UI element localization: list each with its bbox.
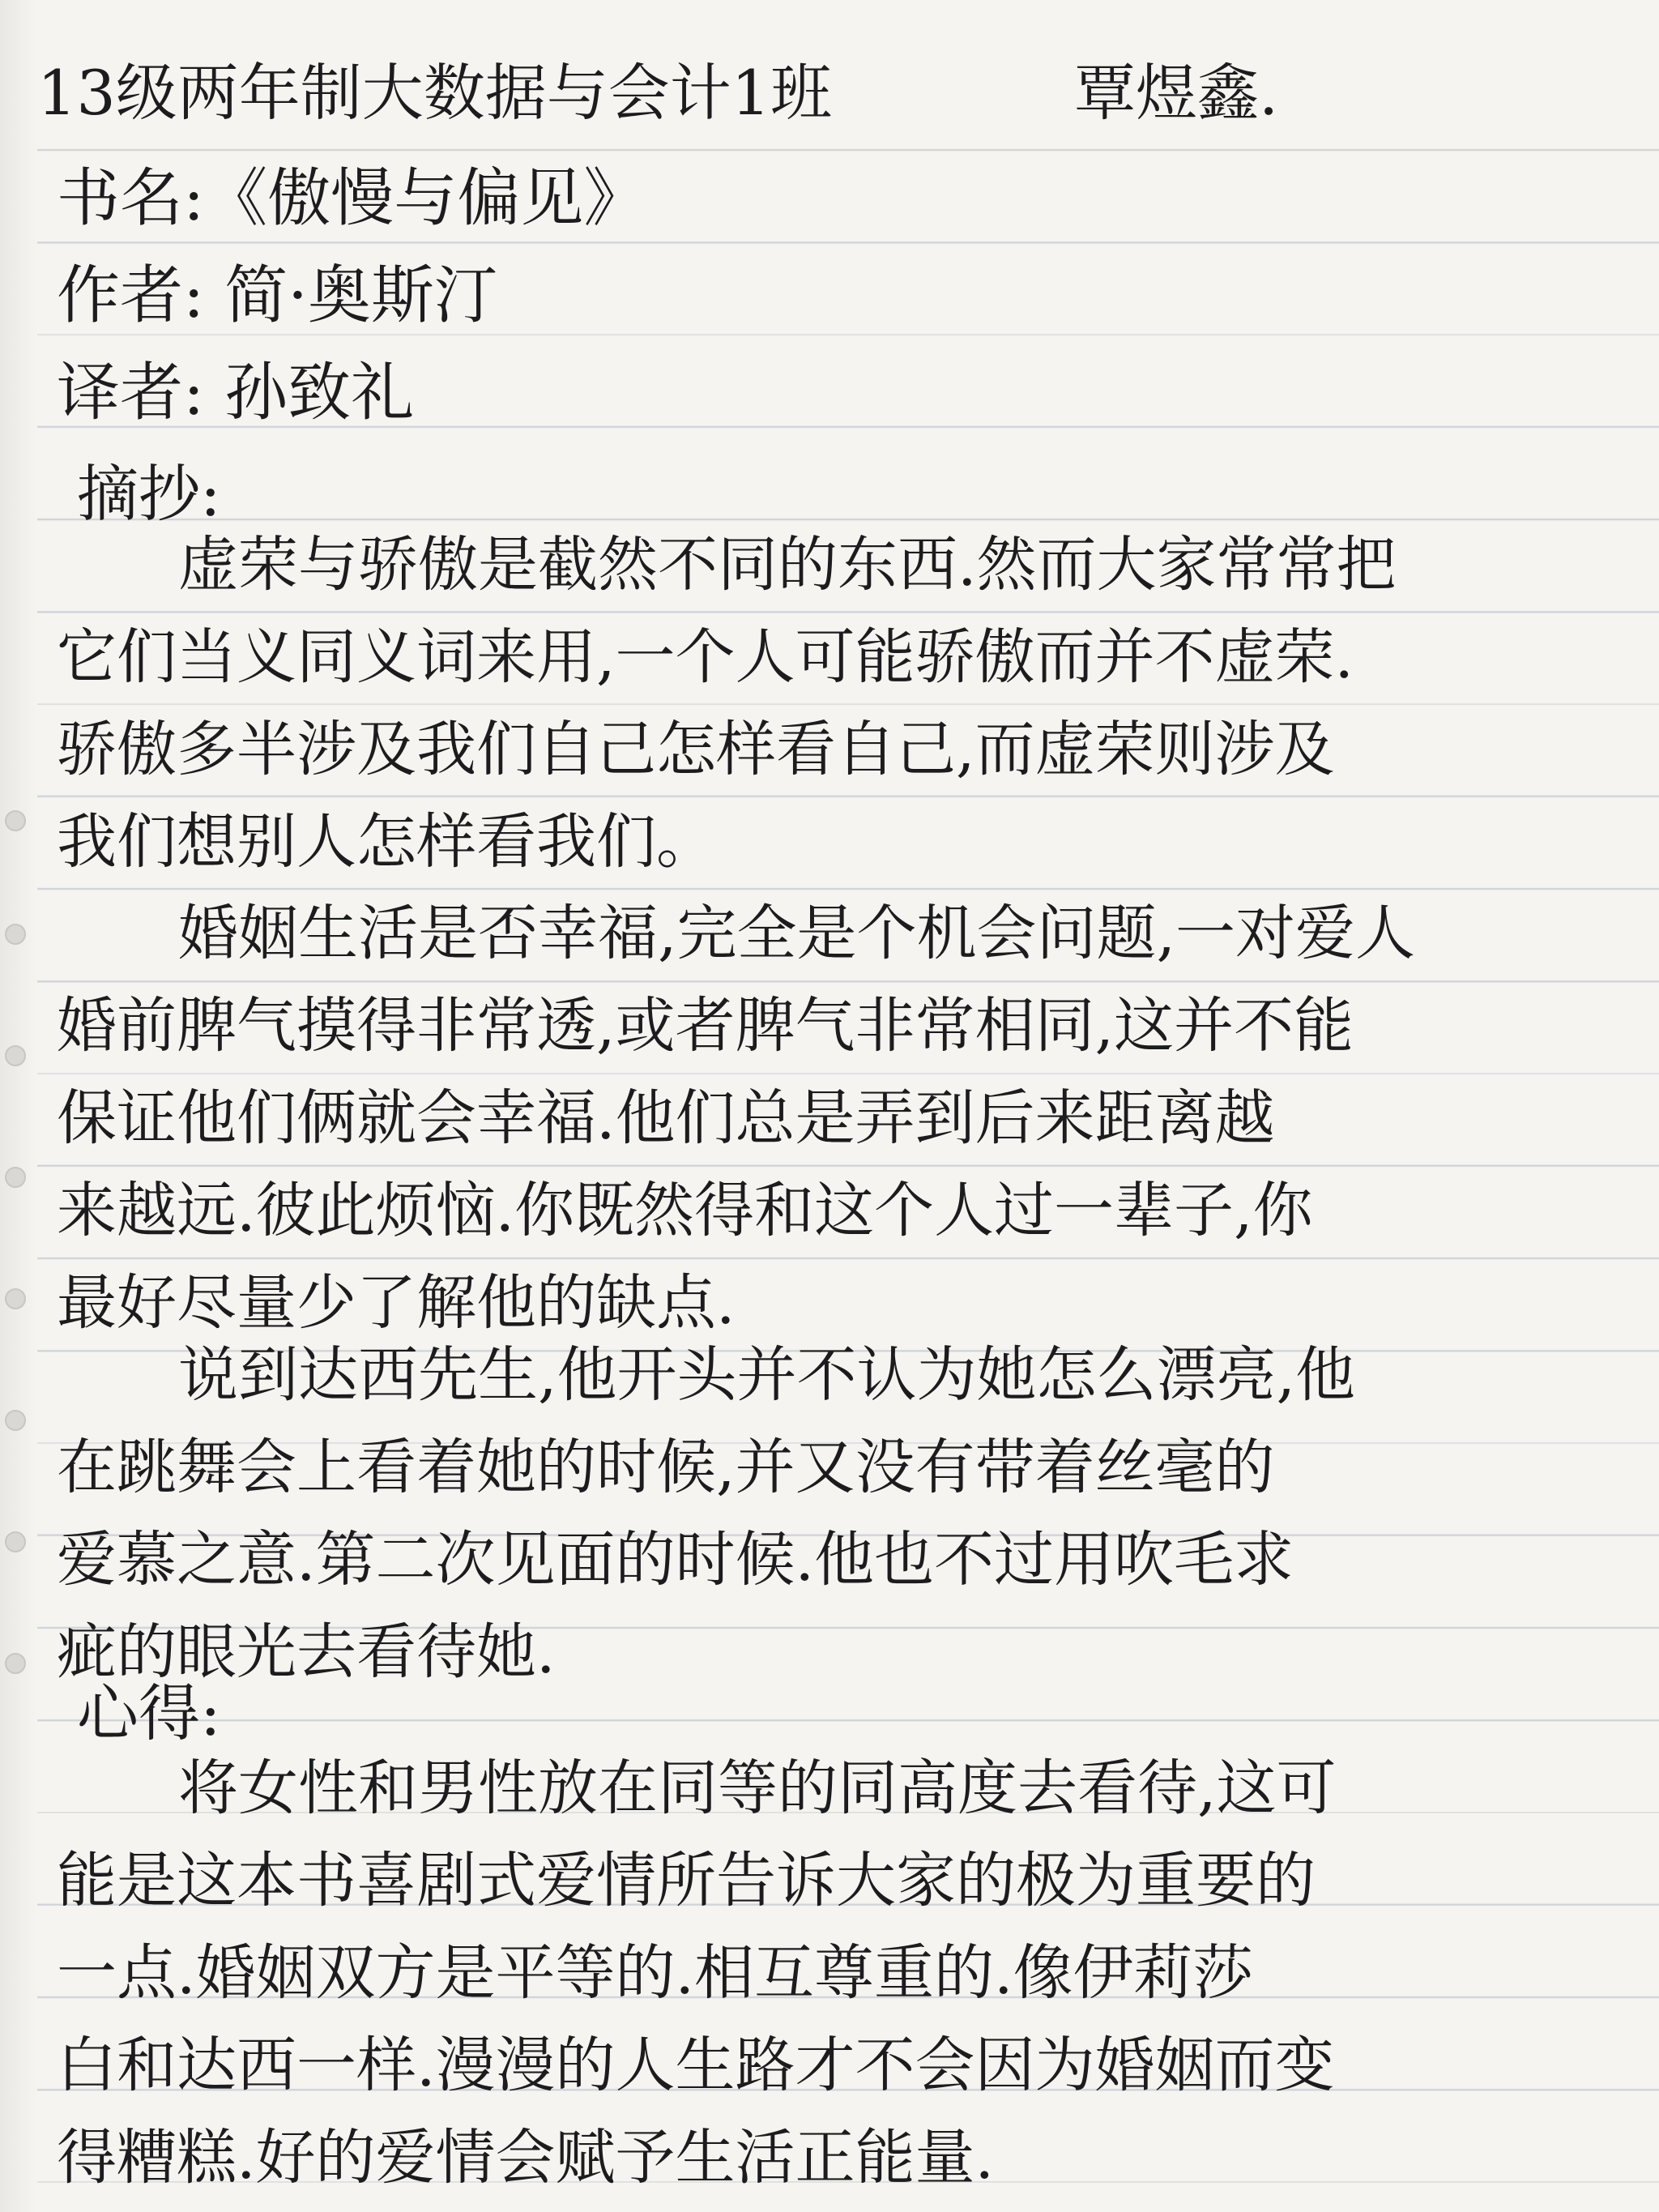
binding-hole — [5, 1045, 26, 1066]
reflection-label: 心得: — [77, 1677, 221, 1749]
excerpt-paragraph-2 — [57, 887, 1612, 1349]
text-line: 最好尽量少了解他的缺点. — [57, 1268, 736, 1338]
text-line: 保证他们俩就会幸福.他们总是弄到后来距离越 — [57, 1083, 1275, 1153]
binding-hole — [5, 1288, 26, 1309]
binding-hole — [5, 1531, 26, 1552]
student-name: 覃煜鑫. — [1074, 57, 1279, 129]
book-translator: 译者: 孙致礼 — [57, 357, 415, 429]
text-line: 骄傲多半涉及我们自己怎样看自己,而虚荣则涉及 — [57, 715, 1335, 784]
text-line: 疵的眼光去看待她. — [57, 1617, 556, 1687]
excerpt-paragraph-1 — [57, 519, 1612, 888]
text-line: 我们想别人怎样看我们。 — [57, 807, 716, 877]
text-line: 爱慕之意.第二次见面的时候.他也不过用吹毛求 — [57, 1525, 1294, 1595]
class-info: 13级两年制大数据与会计1班 — [37, 57, 833, 129]
text-line: 说到达西先生,他开头并不认为她怎么漂亮,他 — [178, 1340, 1356, 1410]
binding-hole — [5, 810, 26, 831]
binding-hole — [5, 924, 26, 945]
text-line: 得糟糕.好的爱情会赋予生活正能量. — [57, 2123, 995, 2193]
text-line: 它们当义同义词来用,一个人可能骄傲而并不虚荣. — [57, 622, 1354, 692]
text-line: 一点.婚姻双方是平等的.相互尊重的.像伊莉莎 — [57, 1938, 1253, 2008]
book-title: 书名:《傲慢与偏见》 — [57, 162, 647, 235]
text-line: 将女性和男性放在同等的同高度去看待,这可 — [178, 1753, 1337, 1823]
binding-hole — [5, 1653, 26, 1674]
text-line: 婚姻生活是否幸福,完全是个机会问题,一对爱人 — [178, 899, 1416, 968]
text-line: 来越远.彼此烦恼.你既然得和这个人过一辈子,你 — [57, 1176, 1313, 1245]
text-line: 婚前脾气摸得非常透,或者脾气非常相同,这并不能 — [57, 991, 1354, 1061]
text-line: 白和达西一样.漫漫的人生路才不会因为婚姻而变 — [57, 2031, 1335, 2100]
text-line: 虚荣与骄傲是截然不同的东西.然而大家常常把 — [178, 530, 1397, 600]
excerpt-paragraph-3 — [57, 1329, 1612, 1698]
book-author: 作者: 简·奥斯汀 — [57, 259, 497, 332]
reflection-paragraph — [57, 1742, 1612, 2204]
header-line — [37, 45, 1617, 142]
notebook-binding — [0, 0, 37, 2212]
binding-hole — [5, 1410, 26, 1431]
binding-hole — [5, 1167, 26, 1188]
text-line: 在跳舞会上看着她的时候,并又没有带着丝毫的 — [57, 1433, 1275, 1502]
text-line: 能是这本书喜剧式爱情所告诉大家的极为重要的 — [57, 1846, 1316, 1915]
excerpt-label: 摘抄: — [77, 458, 221, 530]
